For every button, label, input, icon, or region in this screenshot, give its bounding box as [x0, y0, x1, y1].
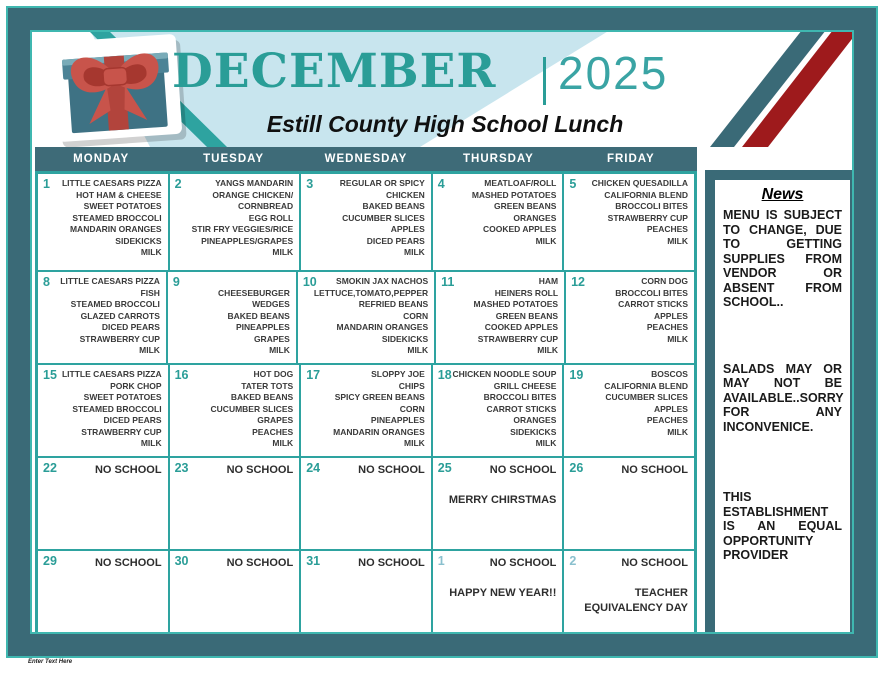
- day-number: 18: [437, 368, 452, 382]
- calendar-cell-dec-17: [300, 364, 432, 457]
- news-title: News: [761, 186, 804, 203]
- menu-items: NO SCHOOL: [94, 464, 162, 476]
- day-number: 11: [441, 275, 455, 289]
- day-number: 2: [569, 554, 577, 568]
- menu-items: NO SCHOOL: [94, 557, 162, 569]
- menu-items: SMOKIN JAX NACHOS LETTUCE,TOMATO,PEPPER REFRIED BEANS CORN MANDARIN ORANGES SIDEKICKS MILK: [313, 276, 429, 355]
- menu-items: YANGS MANDARIN ORANGE CHICKEN/ CORNBREAD EGG ROLL STIR FRY VEGGIES/RICE PINEAPPLES/GRAPES MILK: [191, 178, 294, 257]
- calendar-cell-dec-26: [563, 457, 695, 550]
- menu-items: REGULAR OR SPICY CHICKEN BAKED BEANS CUCUMBER SLICES APPLES DICED PEARS MILK: [339, 178, 425, 257]
- day-number: 12: [571, 275, 585, 289]
- menu-items: NO SCHOOL: [226, 464, 294, 476]
- day-number: 2: [174, 177, 182, 191]
- title-divider: [543, 57, 546, 105]
- gift-icon: [52, 34, 187, 147]
- day-number: 3: [306, 177, 314, 191]
- menu-items: HAM HEINERS ROLL MASHED POTATOES GREEN BEANS COOKED APPLES STRAWBERRY CUP MILK: [473, 276, 559, 355]
- menu-items: NO SCHOOL TEACHER EQUIVALENCY DAY: [584, 557, 688, 614]
- day-number: 31: [306, 554, 321, 568]
- calendar-week-4: [37, 457, 695, 550]
- weekday-monday: MONDAY: [73, 153, 130, 165]
- calendar-cell-dec-2: [169, 173, 301, 271]
- weekday-friday: FRIDAY: [606, 153, 655, 165]
- menu-items: BOSCOS CALIFORNIA BLEND CUCUMBER SLICES APPLES PEACHES MILK: [604, 369, 688, 437]
- menu-items: CORN DOG BROCCOLI BITES CARROT STICKS APPLES PEACHES MILK: [615, 276, 688, 344]
- menu-items: SLOPPY JOE CHIPS SPICY GREEN BEANS CORN PINEAPPLES MANDARIN ORANGES MILK: [333, 369, 425, 448]
- calendar-week-1: [37, 173, 695, 271]
- weekday-thursday: THURSDAY: [463, 153, 534, 165]
- year-title: 2025: [558, 47, 669, 99]
- menu-items: MEATLOAF/ROLL MASHED POTATOES GREEN BEANS ORANGES COOKED APPLES MILK: [471, 178, 557, 246]
- news-paragraph-menu-change: MENU IS SUBJECT TO CHANGE, DUE TO GETTING SUPPLIES FROM VENDOR OR ABSENT FROM SCHOOL..: [723, 208, 842, 309]
- day-number: 15: [43, 368, 57, 382]
- day-number: 22: [43, 461, 57, 475]
- calendar-cell-dec-9: [167, 271, 297, 364]
- calendar-cell-jan-2: [563, 550, 695, 643]
- calendar-cell-dec-3: [300, 173, 432, 271]
- calendar-cell-dec-1: [37, 173, 169, 271]
- calendar-cell-dec-31: [300, 550, 432, 643]
- menu-items: NO SCHOOL: [226, 557, 294, 569]
- calendar-cell-dec-29: [37, 550, 169, 643]
- calendar-cell-dec-22: [37, 457, 169, 550]
- menu-items: LITTLE CAESARS PIZZA PORK CHOP SWEET POTATOES STEAMED BROCCOLI DICED PEARS STRAWBERRY CUP MILK: [61, 369, 162, 448]
- menu-items: HOT DOG TATER TOTS BAKED BEANS CUCUMBER SLICES GRAPES PEACHES MILK: [210, 369, 294, 448]
- day-number: 29: [43, 554, 57, 568]
- calendar-cell-dec-16: [169, 364, 301, 457]
- day-number: 9: [172, 275, 180, 289]
- menu-items: LITTLE CAESARS PIZZA HOT HAM & CHEESE SWEET POTATOES STEAMED BROCCOLI MANDARIN ORANGES SIDEKICKS MILK: [61, 178, 162, 257]
- footer-placeholder-note: Enter Text Here: [28, 659, 73, 665]
- calendar-cell-dec-18: [432, 364, 564, 457]
- calendar-cell-dec-10: [297, 271, 435, 364]
- day-number: 1: [437, 554, 445, 568]
- calendar-week-3: [37, 364, 695, 457]
- day-number: 24: [306, 461, 321, 475]
- menu-items: NO SCHOOL: [358, 464, 425, 476]
- menu-items: CHICKEN NOODLE SOUP GRILL CHEESE BROCCOLI BITES CARROT STICKS ORANGES SIDEKICKS MILK: [452, 369, 557, 448]
- menu-items: NO SCHOOL HAPPY NEW YEAR!!: [449, 557, 557, 599]
- calendar-cell-dec-11: [435, 271, 565, 364]
- day-number: 5: [569, 177, 577, 191]
- day-number: 10: [302, 275, 317, 289]
- day-number: 26: [569, 461, 584, 475]
- calendar-week-5: [37, 550, 695, 643]
- menu-items: NO SCHOOL: [621, 464, 688, 476]
- day-number: 23: [174, 461, 189, 475]
- school-subtitle: Estill County High School Lunch: [266, 111, 624, 137]
- calendar-grid: [35, 171, 697, 645]
- menu-items: NO SCHOOL MERRY CHIRSTMAS: [448, 464, 557, 506]
- calendar-cell-dec-24: [300, 457, 432, 550]
- day-number: 30: [174, 554, 189, 568]
- day-number: 1: [43, 177, 50, 191]
- day-number: 25: [437, 461, 452, 475]
- menu-items: NO SCHOOL: [358, 557, 425, 569]
- calendar-cell-dec-4: [432, 173, 564, 271]
- calendar-cell-dec-5: [563, 173, 695, 271]
- day-number: 4: [437, 177, 445, 191]
- weekday-header-row: [35, 147, 697, 171]
- weekday-tuesday: TUESDAY: [203, 153, 265, 165]
- calendar-cell-dec-8: [37, 271, 167, 364]
- calendar-cell-jan-1: [432, 550, 564, 643]
- month-title: DECEMBER: [172, 44, 497, 99]
- news-paragraph-salads: SALADS MAY OR MAY NOT BE AVAILABLE..SORRY FOR ANY INCONVENICE.: [723, 361, 844, 434]
- calendar-cell-dec-23: [169, 457, 301, 550]
- calendar-cell-dec-30: [169, 550, 301, 643]
- day-number: 8: [43, 275, 50, 289]
- news-paragraph-equal-opportunity: THIS ESTABLISHMENT IS AN EQUAL OPPORTUNITY PROVIDER: [723, 490, 842, 562]
- calendar-cell-dec-15: [37, 364, 169, 457]
- news-panel: [705, 170, 860, 645]
- day-number: 16: [174, 368, 189, 382]
- menu-items: CHICKEN QUESADILLA CALIFORNIA BLEND BROCCOLI BITES STRAWBERRY CUP PEACHES MILK: [591, 178, 688, 246]
- calendar-cell-dec-19: [563, 364, 695, 457]
- calendar-cell-dec-12: [565, 271, 695, 364]
- day-number: 17: [306, 368, 321, 382]
- day-number: 19: [569, 368, 584, 382]
- menu-items: CHEESEBURGER WEDGES BAKED BEANS PINEAPPLES GRAPES MILK: [218, 287, 290, 355]
- weekday-wednesday: WEDNESDAY: [324, 153, 408, 165]
- menu-items: LITTLE CAESARS PIZZA FISH STEAMED BROCCOLI GLAZED CARROTS DICED PEARS STRAWBERRY CUP MILK: [60, 276, 160, 355]
- calendar-week-2: [37, 271, 695, 364]
- calendar-cell-dec-25: [432, 457, 564, 550]
